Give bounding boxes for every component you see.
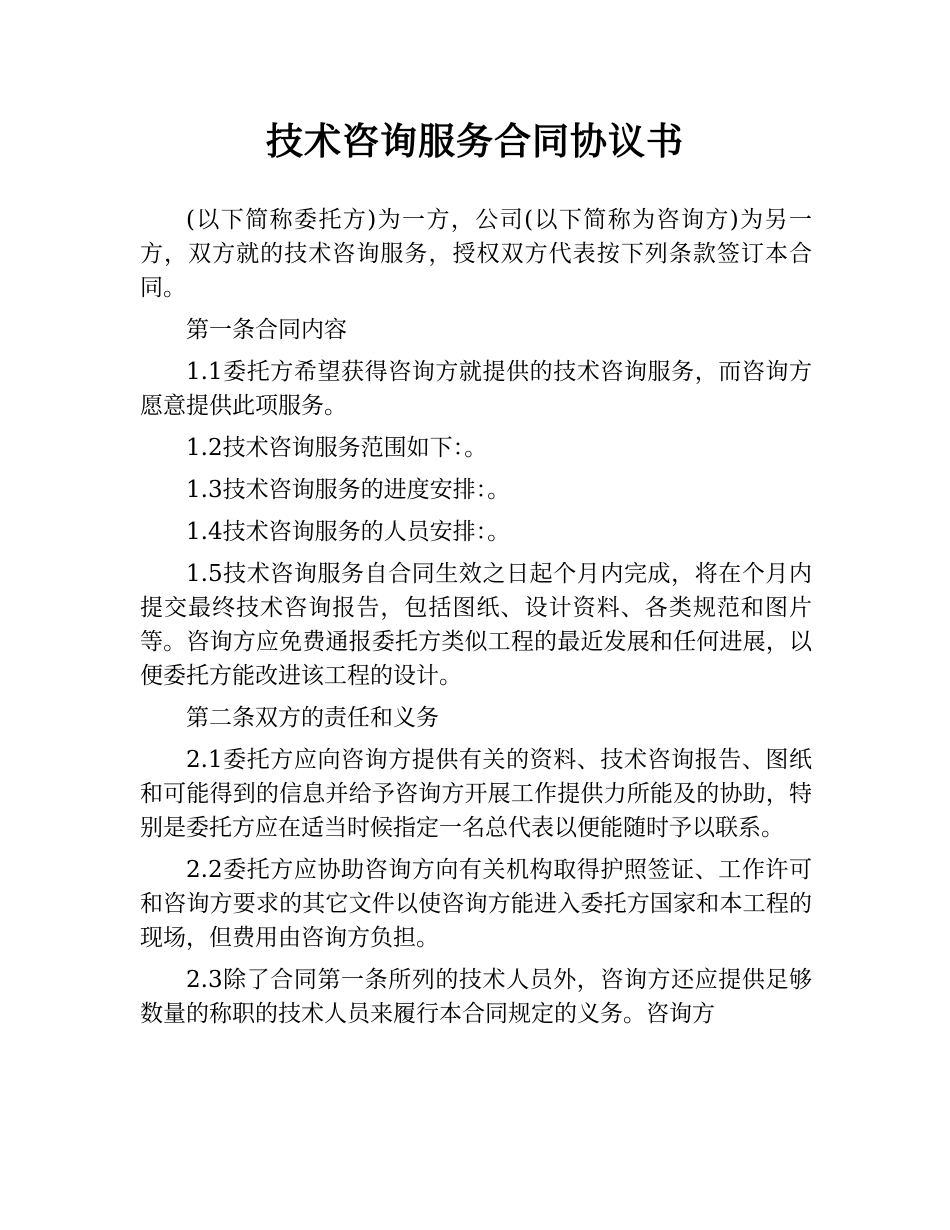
paragraph-intro: (以下简称委托方)为一方，公司(以下简称为咨询方)为另一方，双方就的技术咨询服务，授权双方代表按下列条款签订本合同。	[140, 207, 812, 301]
document-body	[140, 203, 812, 1039]
clause-1-5: 1.5技术咨询服务自合同生效之日起个月内完成，将在个月内提交最终技术咨询报告，包括图纸、设计资料、各类规范和图片等。咨询方应免费通报委托方类似工程的最近发展和任何进展，以便委托方能改进该工程的设计。	[140, 561, 812, 689]
section-heading-1: 第一条合同内容	[186, 317, 347, 343]
clause-1-2: 1.2技术咨询服务范围如下：。	[186, 435, 488, 461]
clause-2-2: 2.2委托方应协助咨询方向有关机构取得护照签证、工作许可和咨询方要求的其它文件以使咨询方能进入委托方国家和本工程的现场，但费用由咨询方负担。	[140, 857, 812, 951]
clause-1-1: 1.1委托方希望获得咨询方就提供的技术咨询服务，而咨询方愿意提供此项服务。	[140, 359, 812, 419]
clause-2-3: 2.3除了合同第一条所列的技术人员外，咨询方还应提供足够数量的称职的技术人员来履行本合同规定的义务。咨询方	[140, 967, 812, 1027]
clause-1-3: 1.3技术咨询服务的进度安排：。	[186, 477, 511, 503]
clause-2-1: 2.1委托方应向咨询方提供有关的资料、技术咨询报告、图纸和可能得到的信息并给予咨询方开展工作提供力所能及的协助，特别是委托方应在适当时候指定一名总代表以便能随时予以联系。	[140, 747, 812, 841]
clause-1-4: 1.4技术咨询服务的人员安排：。	[186, 519, 511, 545]
document-title: 技术咨询服务合同协议书	[266, 120, 684, 163]
section-heading-2: 第二条双方的责任和义务	[186, 705, 439, 731]
